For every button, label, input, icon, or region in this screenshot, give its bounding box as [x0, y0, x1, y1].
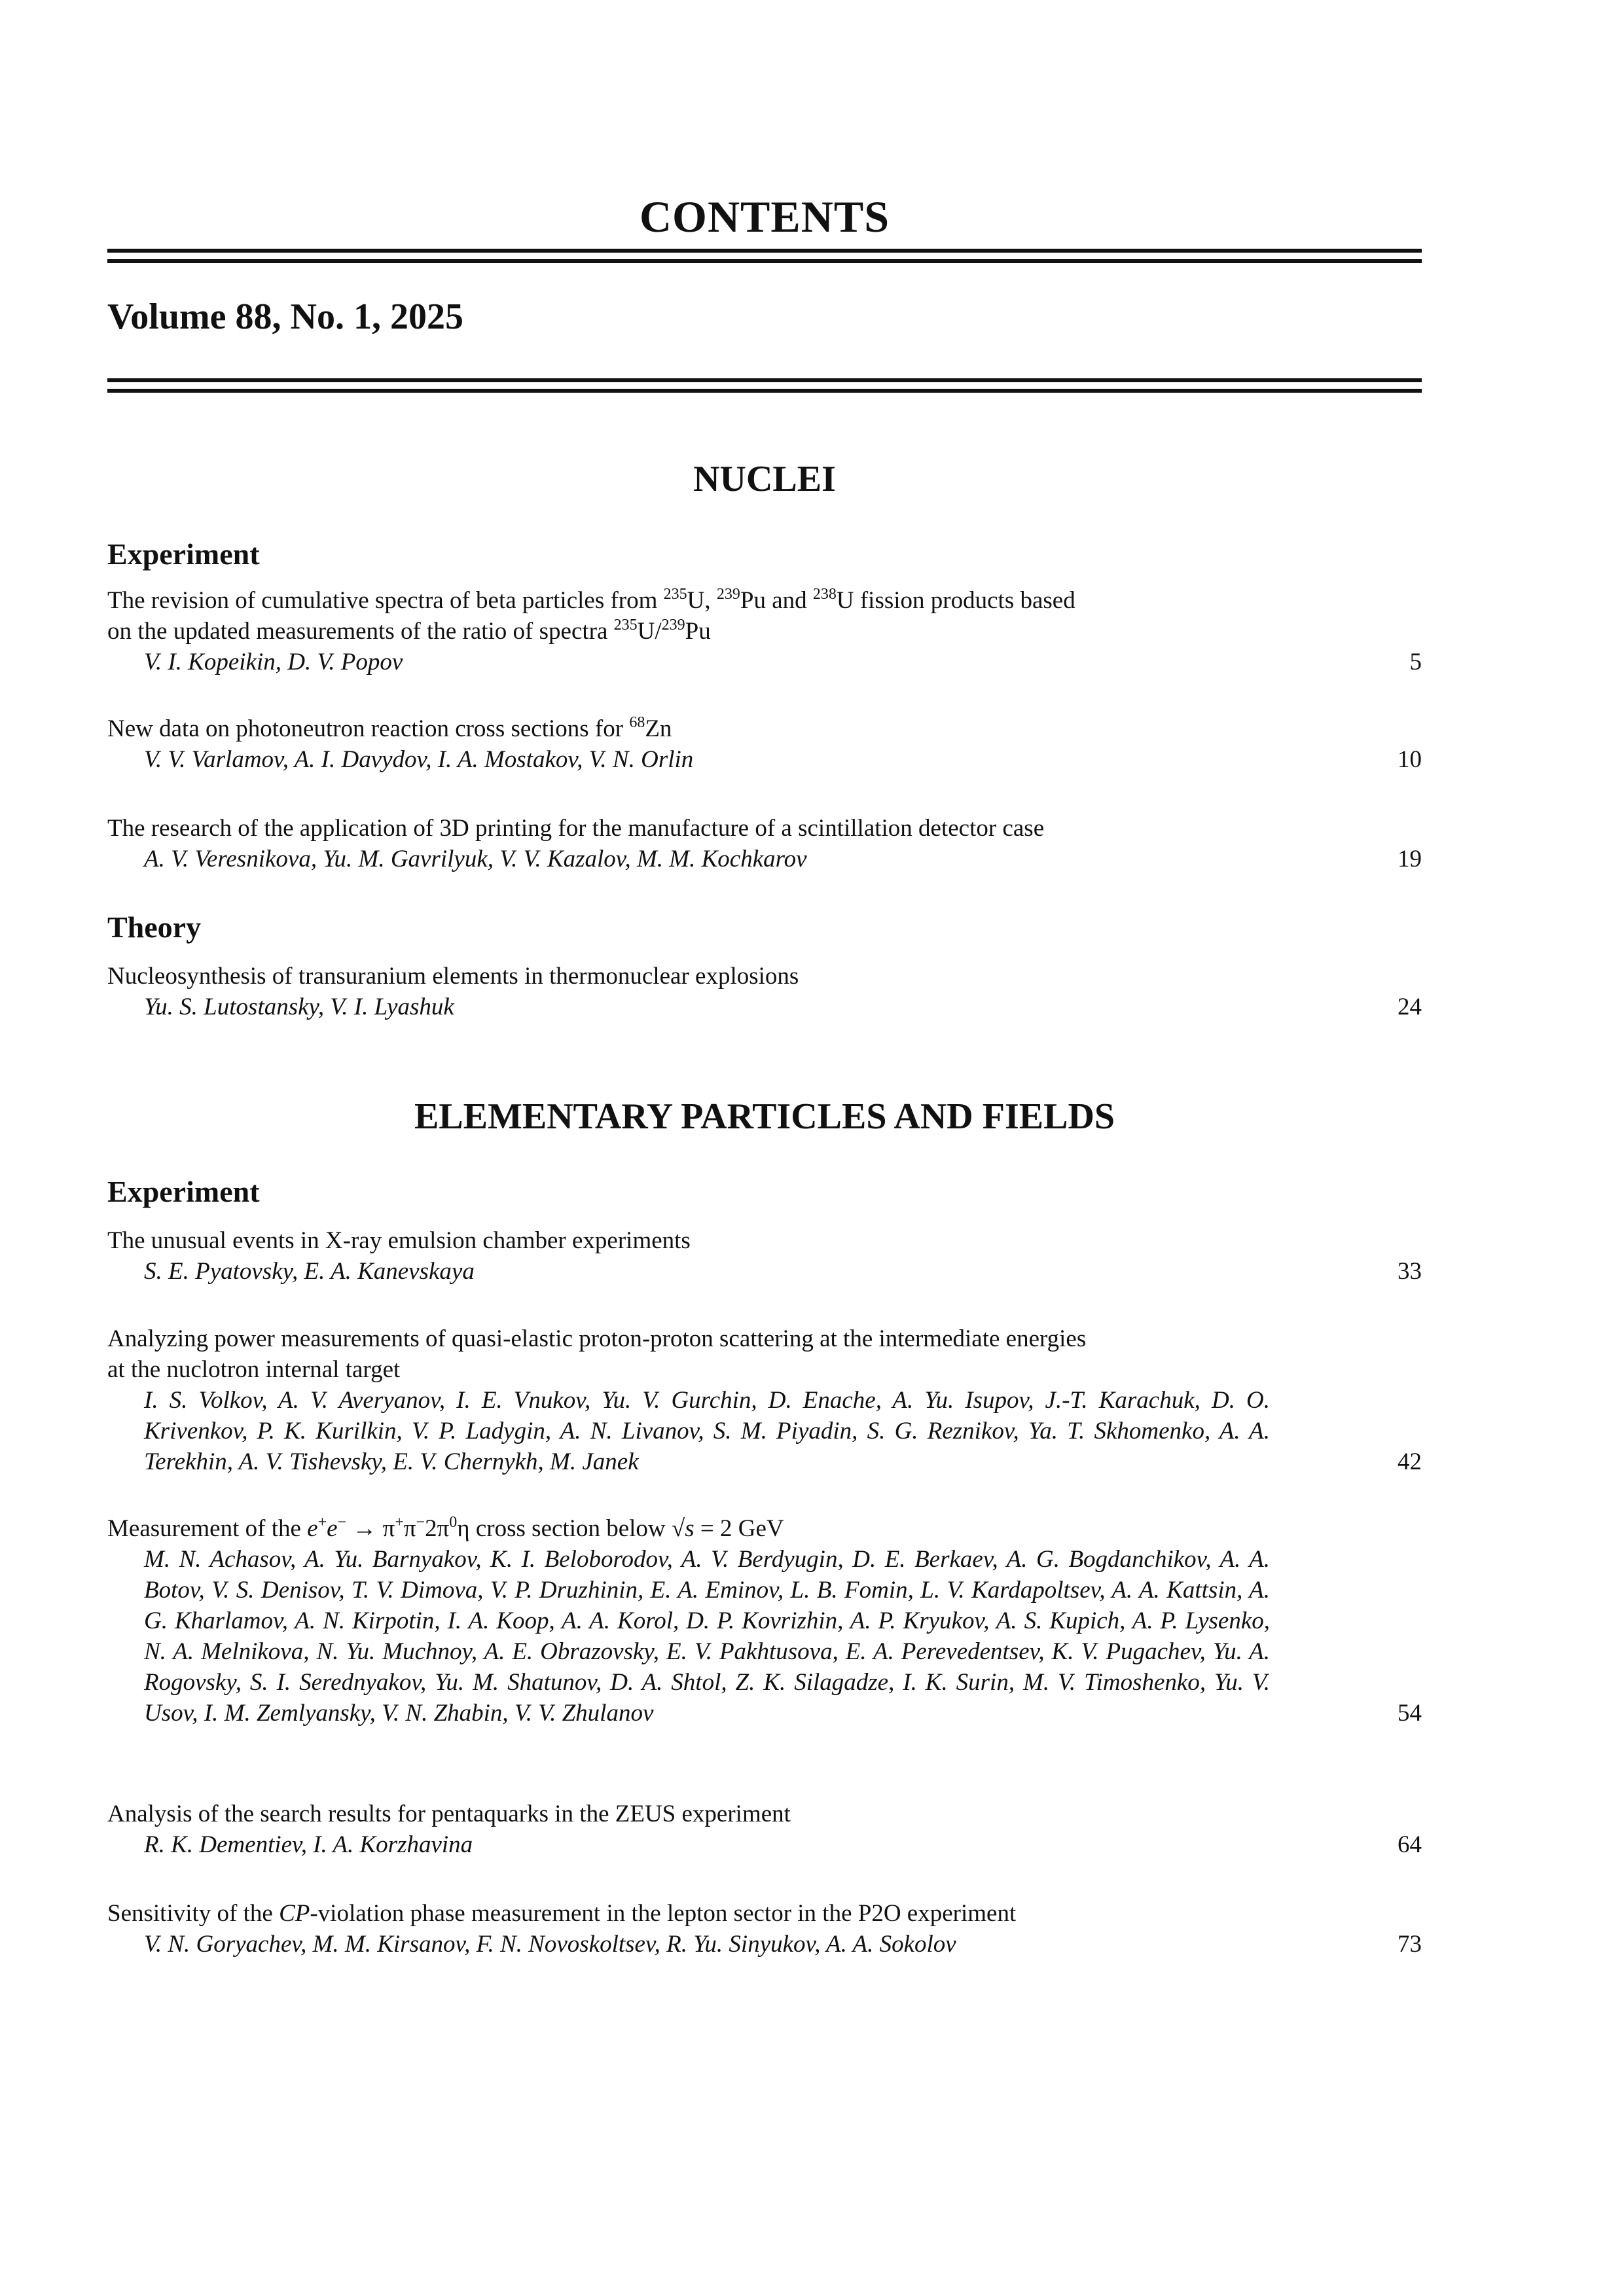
entry-page-number: 42 [1398, 1448, 1422, 1475]
entry-title: The research of the application of 3D printing for the manufacture of a scintillation detector case [107, 815, 1045, 842]
entry-page-number: 5 [1409, 649, 1422, 675]
entry-page-number: 10 [1398, 746, 1422, 773]
entry-authors: R. K. Dementiev, I. A. Korzhavina [144, 1831, 473, 1858]
entry-page-number: 64 [1398, 1831, 1422, 1858]
toc-entry[interactable] [107, 813, 1422, 874]
entry-title: Analysis of the search results for pentaquarks in the ZEUS experiment [107, 1801, 791, 1827]
entry-authors: V. N. Goryachev, M. M. Kirsanov, F. N. Novoskoltsev, R. Yu. Sinyukov, A. A. Sokolov [144, 1931, 956, 1958]
entry-authors: Yu. S. Lutostansky, V. I. Lyashuk [144, 994, 454, 1020]
entry-authors: V. V. Varlamov, A. I. Davydov, I. A. Mostakov, V. N. Orlin [144, 746, 694, 773]
entry-authors: I. S. Volkov, A. V. Averyanov, I. E. Vnukov, Yu. V. Gurchin, D. Enache, A. Yu. Isupov, J.-T. Karachuk, D. O. Krivenkov, P. K. Kurilkin, V. P. Ladygin, A. N. Livanov, S. M. Piyadin, S. G. Reznikov, Ya. T. Skhomenko, A. A. Terekhin, A. V. Tishevsky, E. V. Chernykh, M. Janek [144, 1387, 1270, 1475]
entry-authors: V. I. Kopeikin, D. V. Popov [144, 649, 403, 675]
double-rule-top [107, 249, 1422, 263]
toc-entry[interactable] [107, 585, 1422, 677]
entry-title: The revision of cumulative spectra of beta particles from $^{235}$U, $^{239}$Pu and $^{238}$U fission products based on the updated measurements of the ratio of spectra $^{235}$U/$^{239}$Pu [107, 586, 1075, 645]
volume-info: Volume 88, No. 1, 2025 [107, 296, 463, 337]
section-heading-nuclei: NUCLEI [693, 459, 836, 499]
entry-authors: S. E. Pyatovsky, E. A. Kanevskaya [144, 1258, 475, 1285]
entry-title: Measurement of the $e^+e^- \to \pi^+\pi^-2\pi^0\eta$ cross section below √s = 2 GeV [107, 1514, 784, 1542]
entry-title: Nucleosynthesis of transuranium elements in thermonuclear explosions [107, 963, 799, 990]
section-heading-elementary-particles: ELEMENTARY PARTICLES AND FIELDS [414, 1096, 1115, 1137]
double-rule-bottom [107, 378, 1422, 393]
entry-title: The unusual events in X-ray emulsion chamber experiments [107, 1227, 691, 1254]
subsection-heading-experiment: Experiment [107, 537, 260, 571]
toc-entry[interactable] [107, 961, 1422, 1022]
entry-authors: M. N. Achasov, A. Yu. Barnyakov, K. I. Beloborodov, A. V. Berdyugin, D. E. Berkaev, A. G. Bogdanchikov, A. A. Botov, V. S. Denisov, T. V. Dimova, V. P. Druzhinin, E. A. Eminov, L. B. Fomin, L. V. Kardapoltsev, A. A. Kattsin, A. G. Kharlamov, A. N. Kirpotin, I. A. Koop, A. A. Korol, D. P. Kovrizhin, A. P. Kryukov, A. S. Kupich, A. P. Lysenko, N. A. Melnikova, N. Yu. Muchnoy, A. E. Obrazovsky, E. V. Pakhtusova, E. A. Perevedentsev, K. V. Pugachev, Yu. A. Rogovsky, S. I. Serednyakov, Yu. M. Shatunov, D. A. Shtol, Z. K. Silagadze, I. K. Surin, M. V. Timoshenko, Yu. V. Usov, I. M. Zemlyansky, V. N. Zhabin, V. V. Zhulanov [144, 1546, 1270, 1727]
toc-entry[interactable] [107, 1225, 1422, 1287]
entry-title: Sensitivity of the CP-violation phase measurement in the lepton sector in the P2O experiment [107, 1900, 1017, 1927]
page-title: CONTENTS [639, 192, 890, 242]
entry-authors: A. V. Veresnikova, Yu. M. Gavrilyuk, V. V. Kazalov, M. M. Kochkarov [144, 846, 807, 872]
toc-entry[interactable] [107, 1898, 1422, 1960]
toc-entry[interactable] [107, 713, 1422, 775]
toc-entry[interactable] [107, 1323, 1422, 1477]
toc-entry[interactable] [107, 1513, 1422, 1729]
entry-page-number: 73 [1398, 1931, 1422, 1958]
entry-page-number: 33 [1398, 1258, 1422, 1285]
entry-page-number: 54 [1398, 1700, 1422, 1727]
entry-page-number: 19 [1398, 846, 1422, 872]
entry-title: Analyzing power measurements of quasi-elastic proton-proton scattering at the intermediate energies at the nuclotron internal target [107, 1325, 1087, 1383]
subsection-heading-theory: Theory [107, 910, 202, 944]
entry-page-number: 24 [1398, 994, 1422, 1020]
subsection-heading-experiment: Experiment [107, 1175, 260, 1208]
toc-entry[interactable] [107, 1799, 1422, 1860]
entry-title: New data on photoneutron reaction cross sections for $^{68}$Zn [107, 714, 672, 742]
